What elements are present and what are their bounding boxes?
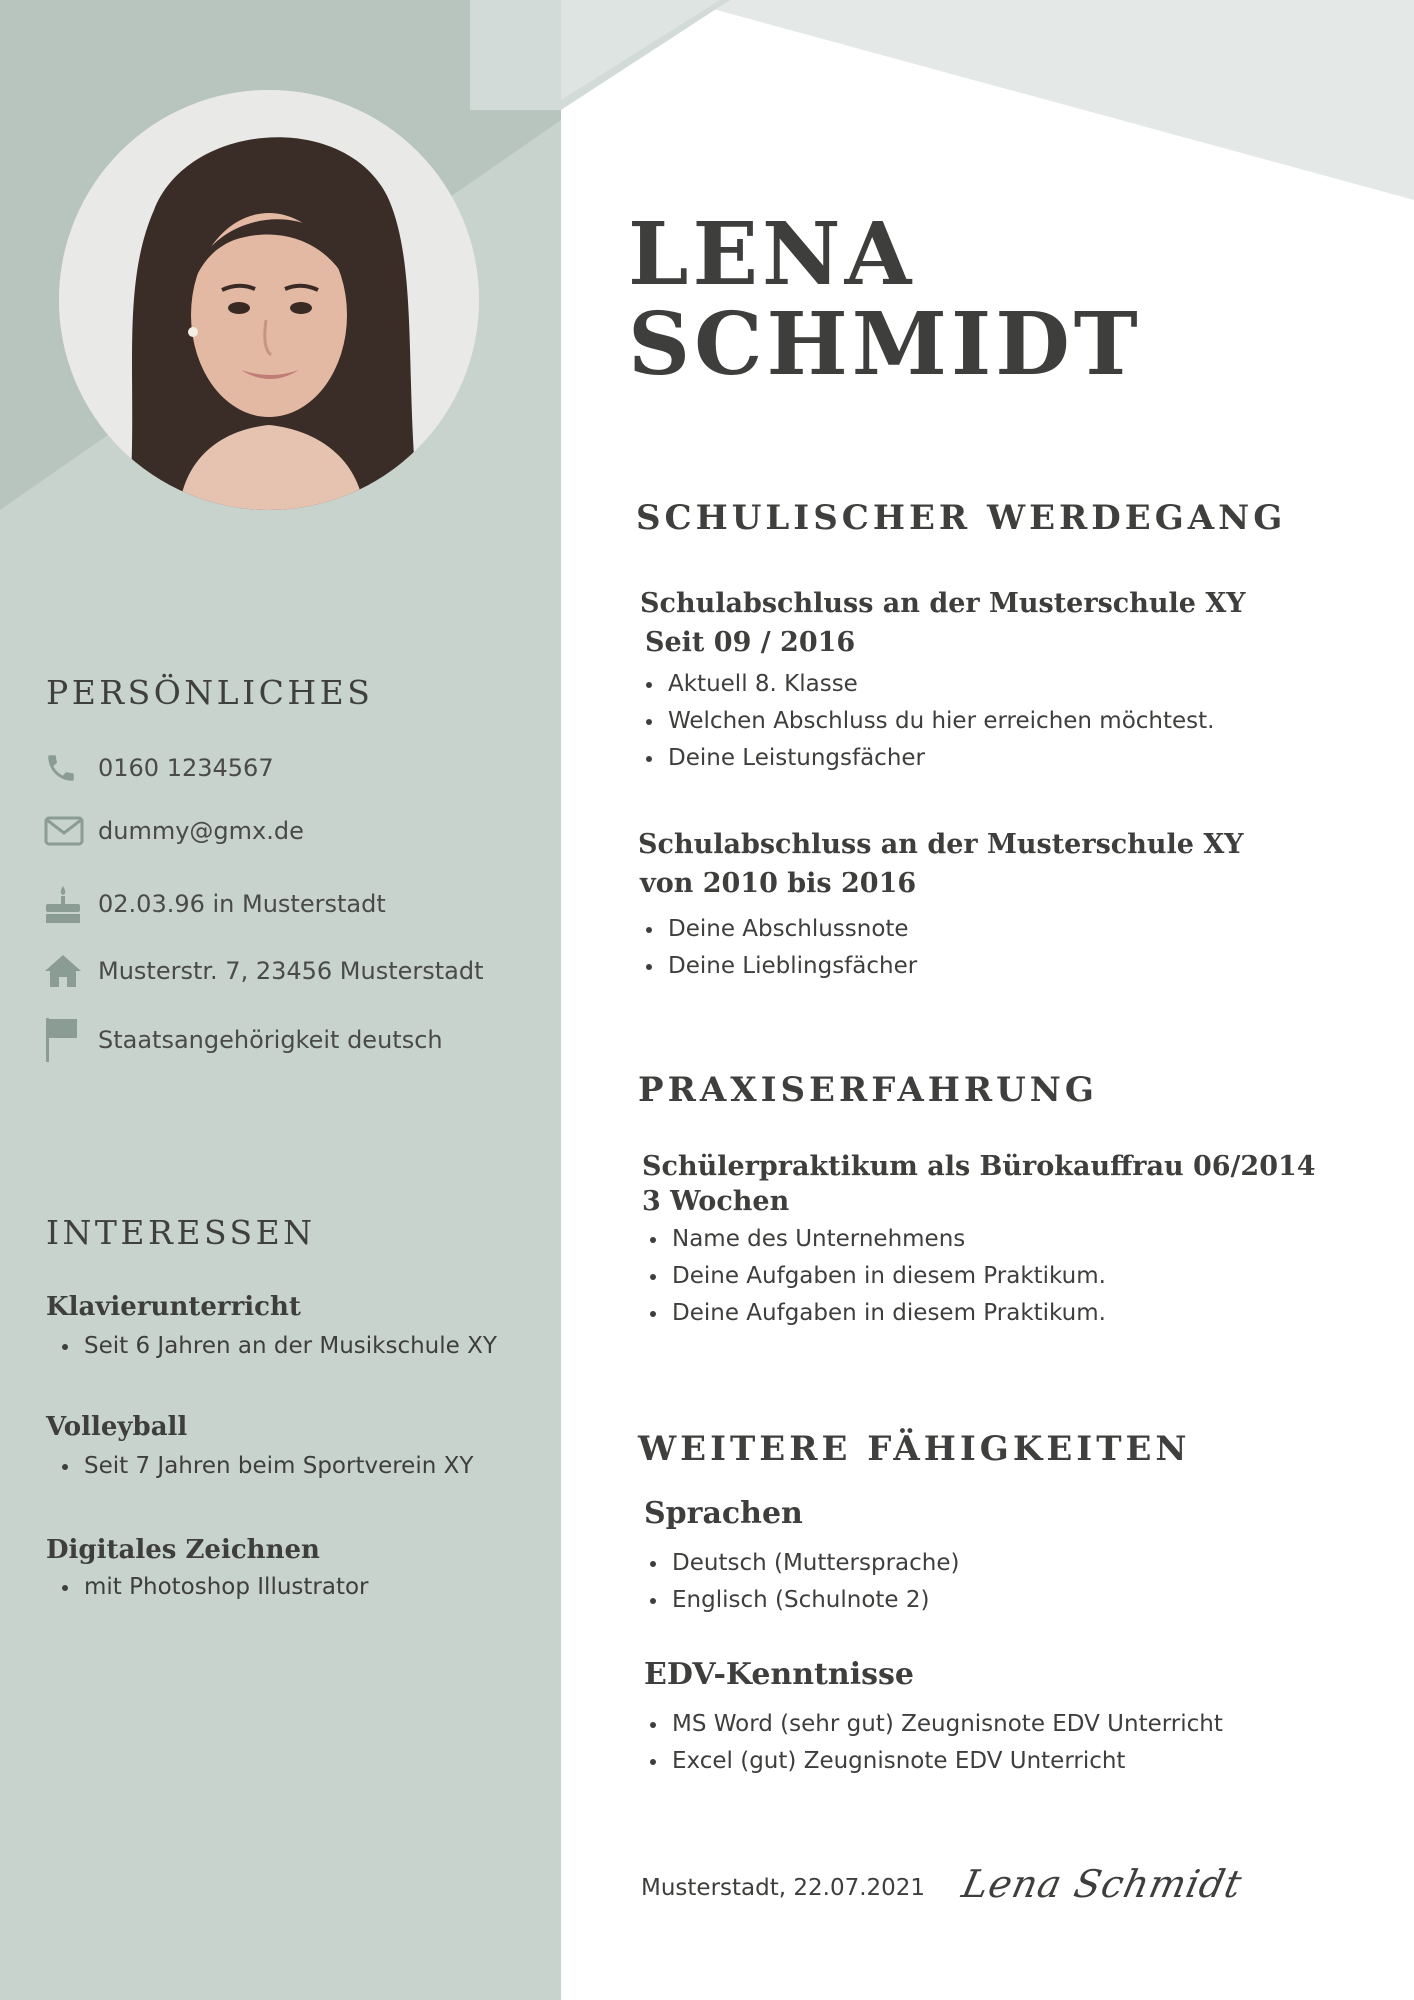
contact-birth: [44, 884, 386, 924]
portrait-photo: [59, 90, 479, 510]
education-heading: SCHULISCHER WERDEGANG: [636, 498, 1287, 538]
interest-detail: mit Photoshop Illustrator: [56, 1569, 546, 1606]
practice-bullet: Name des Unternehmens: [644, 1221, 1362, 1258]
first-name: LENA: [628, 204, 916, 305]
education-title: Schulabschluss an der Musterschule XY: [638, 829, 1244, 860]
language-bullet: Englisch (Schulnote 2): [644, 1582, 1364, 1619]
home-icon: [44, 951, 88, 991]
education-bullet: Welchen Abschluss du hier erreichen möchtest.: [640, 703, 1340, 740]
it-title: EDV-Kenntnisse: [644, 1657, 914, 1692]
contact-phone: [44, 748, 274, 788]
cake-icon: [44, 884, 88, 924]
education-bullet: Deine Abschlussnote: [640, 911, 1338, 948]
practice-title: Schülerpraktikum als Bürokauffrau 06/2014: [642, 1151, 1316, 1182]
practice-duration: 3 Wochen: [642, 1186, 790, 1217]
education-bullet: Deine Lieblingsfächer: [640, 948, 1338, 985]
contact-nationality: [44, 1020, 443, 1060]
interest-item: [46, 1412, 546, 1485]
education-title: Schulabschluss an der Musterschule XY: [640, 588, 1246, 619]
interest-item: [46, 1535, 546, 1606]
practice-heading: PRAXISERFAHRUNG: [638, 1070, 1098, 1110]
it-bullet: MS Word (sehr gut) Zeugnisnote EDV Unterricht: [644, 1706, 1364, 1743]
signature: Lena Schmidt: [958, 1862, 1247, 1906]
personal-heading: PERSÖNLICHES: [46, 673, 374, 712]
mail-icon: [44, 811, 88, 851]
profile-photo: [59, 90, 479, 510]
place-date: Musterstadt, 22.07.2021: [641, 1875, 926, 1901]
it-bullet: Excel (gut) Zeugnisnote EDV Unterricht: [644, 1743, 1364, 1780]
interest-item: [46, 1292, 546, 1365]
phone-number: 0160 1234567: [98, 754, 274, 782]
full-name: [628, 204, 1142, 395]
contact-address: [44, 951, 484, 991]
interest-title: Volleyball: [46, 1412, 188, 1442]
nationality: Staatsangehörigkeit deutsch: [98, 1026, 443, 1054]
phone-icon: [44, 748, 88, 788]
education-period: Seit 09 / 2016: [645, 627, 856, 658]
education-entry: [638, 829, 1338, 985]
practice-entry: [642, 1151, 1362, 1332]
practice-bullet: Deine Aufgaben in diesem Praktikum.: [644, 1258, 1362, 1295]
flag-icon: [44, 1020, 88, 1060]
language-bullet: Deutsch (Muttersprache): [644, 1545, 1364, 1582]
interest-title: Klavierunterricht: [46, 1292, 301, 1322]
last-name: SCHMIDT: [628, 294, 1142, 395]
email-address: dummy@gmx.de: [98, 817, 304, 845]
contact-email: [44, 811, 304, 851]
languages-title: Sprachen: [644, 1496, 803, 1531]
education-bullet: Deine Leistungsfächer: [640, 740, 1340, 777]
interest-detail: Seit 6 Jahren an der Musikschule XY: [56, 1328, 546, 1365]
practice-bullet: Deine Aufgaben in diesem Praktikum.: [644, 1295, 1362, 1332]
skills-it: [644, 1657, 1364, 1780]
skills-languages: [644, 1496, 1364, 1619]
education-entry: [640, 588, 1340, 777]
interest-detail: Seit 7 Jahren beim Sportverein XY: [56, 1448, 546, 1485]
address: Musterstr. 7, 23456 Musterstadt: [98, 957, 484, 985]
skills-heading: WEITERE FÄHIGKEITEN: [638, 1429, 1191, 1469]
birth-date: 02.03.96 in Musterstadt: [98, 890, 386, 918]
interest-title: Digitales Zeichnen: [46, 1535, 320, 1565]
education-period: von 2010 bis 2016: [640, 868, 917, 899]
interests-heading: INTERESSEN: [46, 1213, 316, 1252]
education-bullet: Aktuell 8. Klasse: [640, 666, 1340, 703]
